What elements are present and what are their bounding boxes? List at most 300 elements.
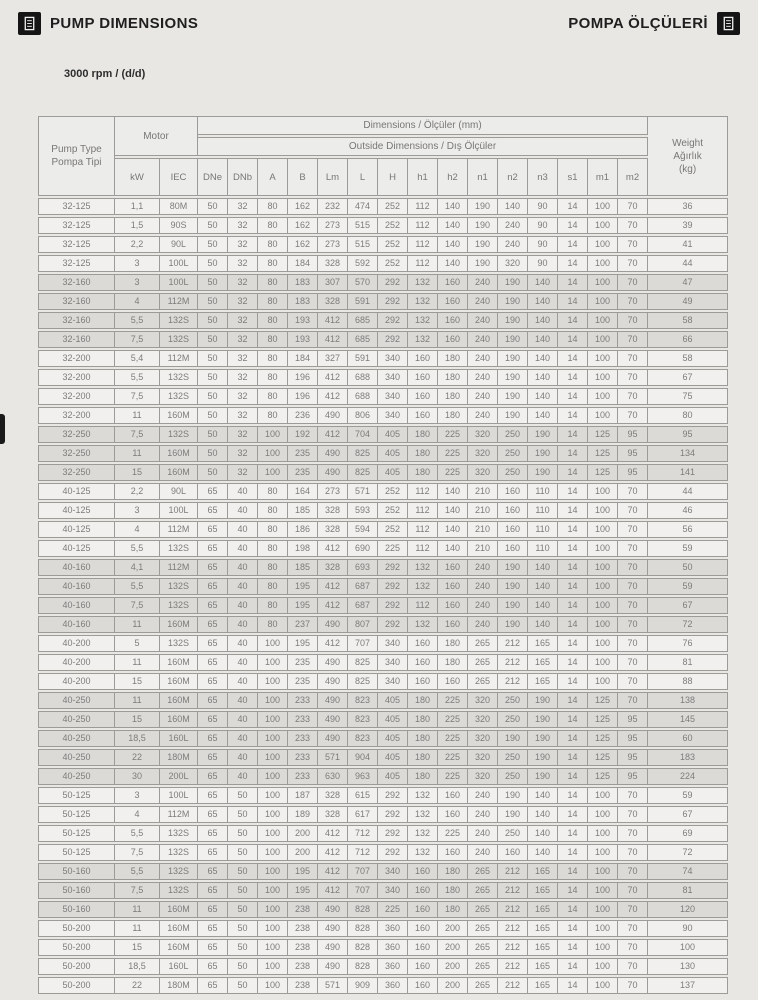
table-cell: 412 [318,540,348,557]
table-cell: 14 [558,901,588,918]
table-cell: 474 [348,198,378,215]
table-cell: 165 [528,863,558,880]
table-cell: 49 [648,293,728,310]
table-cell: 160 [438,578,468,595]
table-cell: 180 [438,388,468,405]
table-cell: 490 [318,730,348,747]
table-cell: 238 [288,920,318,937]
table-cell: 112 [408,540,438,557]
table-cell: 825 [348,673,378,690]
table-cell: 160 [438,331,468,348]
table-cell: 80 [258,407,288,424]
pump-type-cell: 40-250 [38,692,115,709]
table-cell: 160 [498,521,528,538]
table-cell: 90L [160,483,198,500]
pump-type-cell: 40-125 [38,521,115,538]
table-cell: 238 [288,958,318,975]
table-cell: 65 [198,654,228,671]
table-cell: 190 [468,198,498,215]
table-cell: 132 [408,578,438,595]
pump-type-cell: 32-250 [38,445,115,462]
table-cell: 50 [228,958,258,975]
table-cell: 187 [288,787,318,804]
table-cell: 704 [348,426,378,443]
table-cell: 80 [258,578,288,595]
table-cell: 292 [378,825,408,842]
table-cell: 70 [618,939,648,956]
pump-type-cell: 40-250 [38,768,115,785]
table-cell: 100 [258,787,288,804]
table-row [38,274,728,291]
table-cell: 50 [228,939,258,956]
table-cell: 238 [288,939,318,956]
table-cell: 685 [348,312,378,329]
table-cell: 132 [408,844,438,861]
table-cell: 100 [588,882,618,899]
table-cell: 570 [348,274,378,291]
table-cell: 14 [558,274,588,291]
table-cell: 189 [288,806,318,823]
table-cell: 250 [498,749,528,766]
table-row [38,654,728,671]
table-cell: 196 [288,369,318,386]
table-cell: 132 [408,806,438,823]
table-cell: 412 [318,312,348,329]
table-cell: 5 [115,635,160,652]
table-cell: 14 [558,559,588,576]
table-cell: 11 [115,616,160,633]
table-cell: 190 [498,350,528,367]
table-cell: 132 [408,559,438,576]
table-cell: 70 [618,673,648,690]
table-cell: 40 [228,616,258,633]
column-header-h1: h1 [408,158,438,196]
table-cell: 233 [288,730,318,747]
table-cell: 50 [198,350,228,367]
table-cell: 160 [408,863,438,880]
table-cell: 5,5 [115,578,160,595]
table-cell: 240 [468,274,498,291]
table-cell: 32 [228,274,258,291]
table-cell: 40 [228,654,258,671]
table-cell: 14 [558,388,588,405]
table-cell: 240 [468,616,498,633]
table-cell: 80 [258,217,288,234]
table-cell: 160 [438,597,468,614]
table-cell: 110 [528,521,558,538]
table-cell: 140 [528,578,558,595]
table-cell: 405 [378,768,408,785]
table-cell: 100L [160,274,198,291]
table-cell: 4 [115,293,160,310]
table-cell: 687 [348,578,378,595]
table-cell: 67 [648,806,728,823]
table-cell: 32 [228,407,258,424]
table-cell: 160 [408,901,438,918]
table-cell: 100 [588,255,618,272]
table-cell: 32 [228,369,258,386]
table-cell: 81 [648,654,728,671]
table-cell: 190 [498,331,528,348]
table-row [38,521,728,538]
table-cell: 95 [618,768,648,785]
weight-header-tr: Ağırlık [673,150,702,162]
table-cell: 571 [348,483,378,500]
table-cell: 240 [468,844,498,861]
table-row [38,673,728,690]
table-cell: 100 [588,901,618,918]
table-cell: 80 [258,388,288,405]
column-header-m1: m1 [588,158,618,196]
table-cell: 70 [618,483,648,500]
table-cell: 95 [648,426,728,443]
table-cell: 340 [378,654,408,671]
table-cell: 70 [618,559,648,576]
table-cell: 198 [288,540,318,557]
table-cell: 180M [160,977,198,994]
table-cell: 160 [408,882,438,899]
table-cell: 80 [258,312,288,329]
table-cell: 112 [408,236,438,253]
table-cell: 32 [228,464,258,481]
table-cell: 160 [438,673,468,690]
table-cell: 5,4 [115,350,160,367]
table-cell: 292 [378,578,408,595]
table-cell: 70 [618,958,648,975]
table-cell: 132S [160,540,198,557]
column-header-dne: DNe [198,158,228,196]
table-cell: 240 [468,388,498,405]
pump-type-cell: 50-125 [38,787,115,804]
table-cell: 360 [378,920,408,937]
table-cell: 65 [198,844,228,861]
table-cell: 14 [558,635,588,652]
table-cell: 14 [558,977,588,994]
table-cell: 58 [648,350,728,367]
table-cell: 320 [468,445,498,462]
table-cell: 328 [318,787,348,804]
table-cell: 140 [528,407,558,424]
table-cell: 160 [498,844,528,861]
table-cell: 265 [468,882,498,899]
table-cell: 100 [588,920,618,937]
table-cell: 39 [648,217,728,234]
table-cell: 100 [258,426,288,443]
table-cell: 212 [498,635,528,652]
table-cell: 100 [258,844,288,861]
table-cell: 210 [468,483,498,500]
pump-type-cell: 32-200 [38,369,115,386]
table-cell: 5,5 [115,312,160,329]
table-cell: 50 [198,198,228,215]
table-cell: 200 [438,977,468,994]
table-row [38,749,728,766]
table-cell: 180 [438,635,468,652]
table-cell: 112 [408,483,438,500]
table-cell: 340 [378,863,408,880]
table-row [38,255,728,272]
table-cell: 225 [438,426,468,443]
table-cell: 50 [648,559,728,576]
document-icon-right [717,12,740,35]
table-cell: 340 [378,673,408,690]
table-cell: 190 [498,597,528,614]
table-cell: 160 [498,502,528,519]
table-cell: 240 [468,578,498,595]
pump-type-cell: 32-125 [38,198,115,215]
table-cell: 265 [468,920,498,937]
table-cell: 7,5 [115,426,160,443]
table-cell: 200 [288,825,318,842]
table-cell: 90 [528,236,558,253]
table-cell: 190 [468,236,498,253]
table-cell: 80 [258,255,288,272]
table-cell: 59 [648,578,728,595]
table-cell: 328 [318,806,348,823]
table-cell: 65 [198,730,228,747]
title-right-group [568,12,740,35]
table-cell: 190 [528,730,558,747]
table-row [38,407,728,424]
pump-type-cell: 50-160 [38,901,115,918]
table-cell: 80 [258,369,288,386]
table-cell: 806 [348,407,378,424]
table-cell: 190 [498,730,528,747]
table-cell: 190 [528,445,558,462]
table-cell: 320 [468,749,498,766]
table-cell: 160M [160,711,198,728]
table-cell: 184 [288,255,318,272]
table-cell: 165 [528,654,558,671]
table-cell: 14 [558,882,588,899]
table-cell: 160 [438,787,468,804]
weight-header [648,116,728,196]
table-row [38,958,728,975]
table-cell: 100 [588,312,618,329]
table-cell: 164 [288,483,318,500]
table-cell: 74 [648,863,728,880]
table-cell: 140 [528,293,558,310]
table-cell: 145 [648,711,728,728]
table-cell: 412 [318,825,348,842]
table-cell: 190 [498,369,528,386]
table-row [38,559,728,576]
table-cell: 200L [160,768,198,785]
table-cell: 112M [160,293,198,310]
table-row [38,388,728,405]
table-cell: 160 [408,635,438,652]
table-cell: 140 [438,521,468,538]
table-cell: 70 [618,787,648,804]
table-row [38,540,728,557]
table-cell: 14 [558,806,588,823]
table-row [38,920,728,937]
table-cell: 65 [198,578,228,595]
table-cell: 160 [408,920,438,937]
table-cell: 292 [378,616,408,633]
table-cell: 328 [318,255,348,272]
table-cell: 140 [528,559,558,576]
table-cell: 75 [648,388,728,405]
pump-type-cell: 50-200 [38,958,115,975]
table-cell: 190 [498,559,528,576]
table-cell: 50 [198,369,228,386]
table-cell: 65 [198,882,228,899]
table-cell: 100 [588,236,618,253]
table-cell: 412 [318,331,348,348]
table-cell: 490 [318,654,348,671]
table-cell: 65 [198,787,228,804]
table-cell: 165 [528,939,558,956]
table-cell: 132S [160,331,198,348]
table-cell: 212 [498,863,528,880]
table-cell: 100 [258,692,288,709]
table-cell: 40 [228,502,258,519]
table-cell: 212 [498,654,528,671]
table-cell: 80 [258,236,288,253]
table-cell: 212 [498,882,528,899]
table-cell: 65 [198,863,228,880]
table-cell: 100 [258,445,288,462]
table-cell: 192 [288,426,318,443]
table-cell: 140 [438,217,468,234]
table-row [38,578,728,595]
table-cell: 593 [348,502,378,519]
table-cell: 125 [588,749,618,766]
pump-type-cell: 32-160 [38,274,115,291]
pump-type-cell: 40-125 [38,483,115,500]
table-cell: 490 [318,616,348,633]
table-cell: 160 [408,407,438,424]
table-cell: 80M [160,198,198,215]
table-cell: 5,5 [115,369,160,386]
table-cell: 200 [438,939,468,956]
table-cell: 273 [318,217,348,234]
table-cell: 405 [378,692,408,709]
table-cell: 100 [588,635,618,652]
table-row [38,692,728,709]
table-cell: 112 [408,597,438,614]
table-cell: 65 [198,749,228,766]
table-cell: 225 [438,464,468,481]
table-cell: 125 [588,730,618,747]
pump-type-cell: 50-125 [38,806,115,823]
table-cell: 180 [408,749,438,766]
table-cell: 265 [468,654,498,671]
table-cell: 225 [378,540,408,557]
table-cell: 95 [618,445,648,462]
table-cell: 185 [288,502,318,519]
table-cell: 225 [438,730,468,747]
table-cell: 50 [228,882,258,899]
table-cell: 14 [558,540,588,557]
table-cell: 100 [258,635,288,652]
table-cell: 22 [115,749,160,766]
pump-type-header-tr: Pompa Tipi [51,157,102,168]
table-cell: 405 [378,445,408,462]
column-header-h2: h2 [438,158,468,196]
table-cell: 212 [498,939,528,956]
table-cell: 340 [378,882,408,899]
table-cell: 80 [648,407,728,424]
table-cell: 59 [648,787,728,804]
table-cell: 183 [288,274,318,291]
table-cell: 50 [228,920,258,937]
table-cell: 405 [378,730,408,747]
table-cell: 80 [258,331,288,348]
pump-type-cell: 40-200 [38,673,115,690]
table-cell: 70 [618,597,648,614]
table-cell: 80 [258,616,288,633]
column-header-n2: n2 [498,158,528,196]
table-cell: 100 [588,502,618,519]
table-cell: 162 [288,217,318,234]
table-cell: 72 [648,844,728,861]
table-cell: 180 [438,407,468,424]
table-cell: 328 [318,502,348,519]
table-cell: 140 [528,825,558,842]
table-cell: 100 [258,901,288,918]
table-cell: 200 [438,958,468,975]
table-cell: 963 [348,768,378,785]
table-cell: 32 [228,350,258,367]
table-row [38,217,728,234]
table-cell: 44 [648,483,728,500]
column-header-n3: n3 [528,158,558,196]
table-cell: 292 [378,787,408,804]
table-cell: 252 [378,483,408,500]
table-row [38,768,728,785]
table-cell: 14 [558,578,588,595]
table-cell: 65 [198,806,228,823]
table-cell: 225 [378,901,408,918]
table-cell: 50 [228,844,258,861]
table-cell: 360 [378,977,408,994]
table-cell: 238 [288,901,318,918]
pump-type-cell: 32-160 [38,312,115,329]
table-cell: 140 [528,787,558,804]
table-cell: 70 [618,236,648,253]
table-cell: 100 [258,768,288,785]
table-cell: 14 [558,749,588,766]
table-cell: 160 [408,939,438,956]
table-cell: 132S [160,635,198,652]
table-cell: 292 [378,844,408,861]
table-cell: 70 [618,331,648,348]
table-cell: 50 [228,901,258,918]
table-cell: 14 [558,597,588,614]
table-cell: 490 [318,673,348,690]
table-cell: 50 [198,255,228,272]
table-cell: 112M [160,521,198,538]
table-cell: 138 [648,692,728,709]
table-cell: 265 [468,901,498,918]
table-cell: 100 [588,388,618,405]
table-cell: 70 [618,274,648,291]
table-cell: 823 [348,730,378,747]
table-cell: 328 [318,521,348,538]
table-cell: 273 [318,236,348,253]
table-cell: 412 [318,369,348,386]
table-cell: 65 [198,616,228,633]
table-cell: 212 [498,901,528,918]
table-cell: 112M [160,806,198,823]
table-cell: 160 [408,673,438,690]
table-cell: 70 [618,502,648,519]
table-cell: 320 [498,255,528,272]
table-cell: 707 [348,882,378,899]
table-cell: 65 [198,711,228,728]
